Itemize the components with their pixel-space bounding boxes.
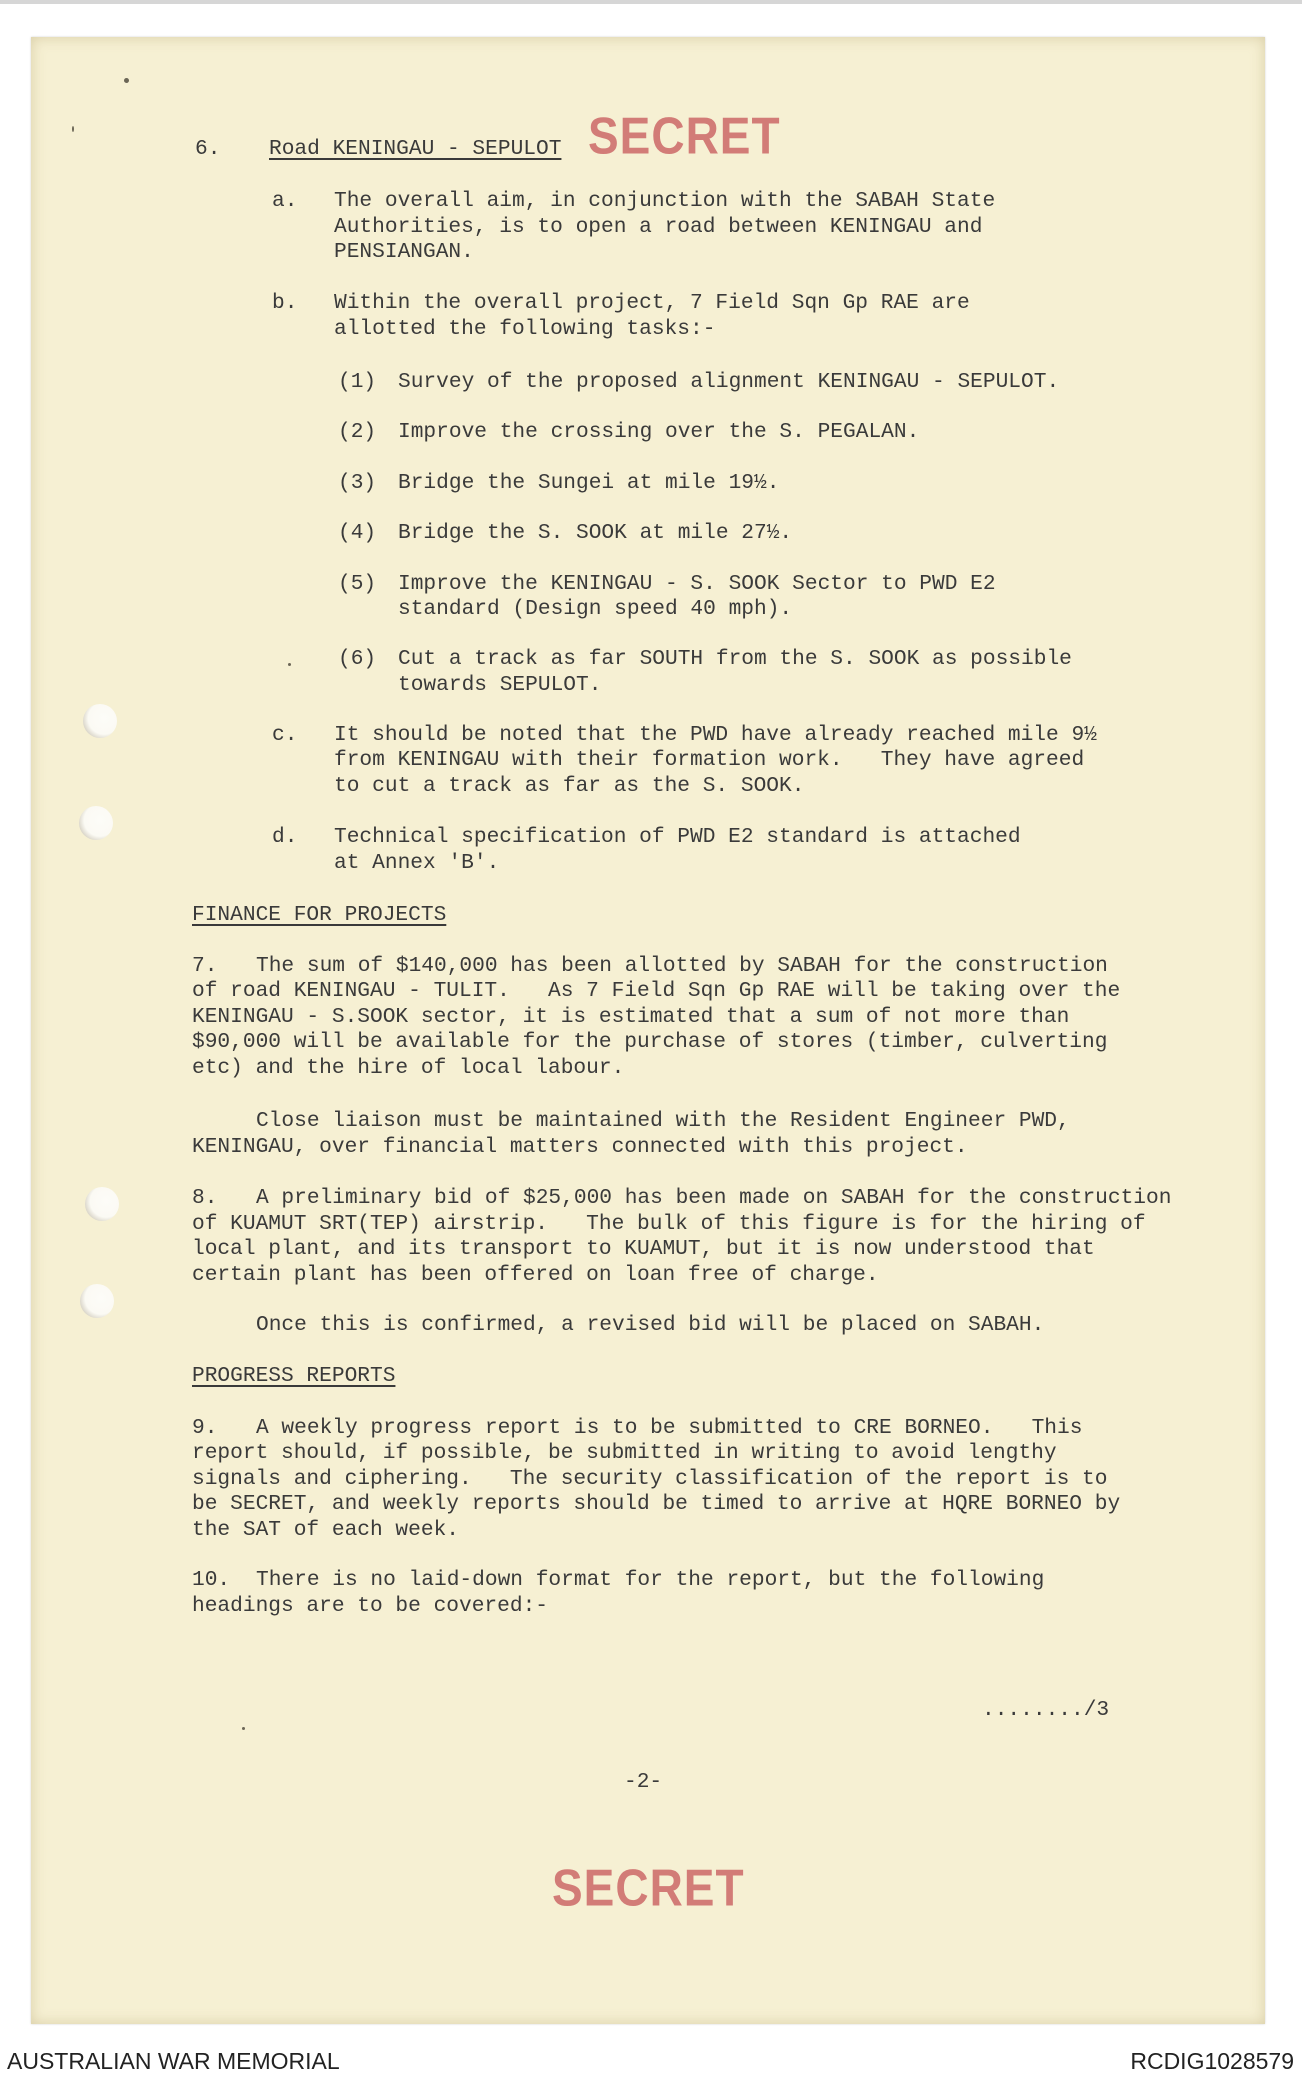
task-3-line: Bridge the Sungei at mile 19½. [398, 470, 780, 495]
task-3-label: (3) [338, 470, 377, 495]
subpara-d-line: at Annex 'B'. [334, 850, 500, 875]
task-4-label: (4) [338, 521, 377, 545]
paragraph-8-line: certain plant has been offered on loan free of charge. [192, 1262, 879, 1287]
paragraph-6-number: 6. [195, 137, 221, 161]
paragraph-10-line: There is no laid-down format for the report, but the following [256, 1568, 1045, 1592]
subpara-d-line: Technical specification of PWD E2 standard is attached [334, 825, 1021, 849]
paragraph-6-heading: Road KENINGAU - SEPULOT [269, 137, 562, 161]
task-6-line: towards SEPULOT. [398, 672, 602, 697]
secret-stamp-top: SECRET [588, 106, 781, 165]
paragraph-7-line: KENINGAU - S.SOOK sector, it is estimated that a sum of not more than [192, 1004, 1070, 1029]
punch-hole [79, 806, 113, 840]
page-number: -2- [624, 1770, 663, 1794]
paragraph-9-line: the SAT of each week. [192, 1517, 460, 1542]
task-1-label: (1) [338, 369, 377, 394]
subpara-c-line: It should be noted that the PWD have already reached mile 9½ [334, 722, 1097, 747]
punch-hole [80, 1284, 114, 1318]
paragraph-7-followup-line: Close liaison must be maintained with the Resident Engineer PWD, [256, 1109, 1070, 1133]
secret-stamp-bottom: SECRET [552, 1858, 745, 1917]
task-2-label: (2) [338, 420, 377, 444]
subpara-a-line: Authorities, is to open a road between KENINGAU and [334, 214, 983, 239]
punch-hole [85, 1187, 119, 1221]
scan-top-edge [0, 0, 1302, 4]
paper-speck [124, 78, 129, 83]
paragraph-10-line: headings are to be covered:- [192, 1593, 549, 1618]
paper-speck [288, 663, 291, 666]
paragraph-10-number: 10. [192, 1568, 231, 1592]
task-6-label: (6) [338, 647, 377, 671]
archive-credit: AUSTRALIAN WAR MEMORIAL [7, 2048, 340, 2074]
task-4-line: Bridge the S. SOOK at mile 27½. [398, 521, 793, 545]
paragraph-9-line: signals and ciphering. The security classification of the report is to [192, 1466, 1108, 1491]
subpara-c-label: c. [272, 722, 298, 747]
subpara-d-label: d. [272, 825, 298, 849]
paragraph-9-line: be SECRET, and weekly reports should be timed to arrive at HQRE BORNEO by [192, 1492, 1121, 1516]
paragraph-7-number: 7. [192, 953, 218, 978]
task-2-line: Improve the crossing over the S. PEGALAN. [398, 420, 920, 444]
paragraph-8-line: local plant, and its transport to KUAMUT, but it is now understood that [192, 1237, 1095, 1261]
punch-hole [83, 704, 117, 738]
paper-speck [72, 126, 74, 132]
paragraph-7-line: etc) and the hire of local labour. [192, 1055, 625, 1080]
subpara-b-line: allotted the following tasks:- [334, 316, 716, 341]
task-6-line: Cut a track as far SOUTH from the S. SOOK as possible [398, 647, 1072, 671]
progress-heading: PROGRESS REPORTS [192, 1363, 396, 1388]
paragraph-8-followup-line: Once this is confirmed, a revised bid will be placed on SABAH. [256, 1313, 1045, 1337]
finance-heading: FINANCE FOR PROJECTS [192, 903, 447, 927]
subpara-c-line: from KENINGAU with their formation work. They have agreed [334, 748, 1085, 772]
archive-reference-id: RCDIG1028579 [1130, 2048, 1294, 2074]
task-5-line: standard (Design speed 40 mph). [398, 597, 793, 621]
task-5-label: (5) [338, 571, 377, 596]
subpara-b-line: Within the overall project, 7 Field Sqn Gp RAE are [334, 291, 970, 315]
continuation-marker: ......../3 [982, 1698, 1110, 1722]
subpara-a-line: The overall aim, in conjunction with the SABAH State [334, 189, 996, 213]
paragraph-8-number: 8. [192, 1186, 218, 1210]
paragraph-8-line: of KUAMUT SRT(TEP) airstrip. The bulk of this figure is for the hiring of [192, 1211, 1146, 1236]
paper-speck [242, 1727, 245, 1730]
paragraph-9-number: 9. [192, 1415, 218, 1440]
subpara-a-line: PENSIANGAN. [334, 240, 474, 264]
paragraph-8-line: A preliminary bid of $25,000 has been made on SABAH for the construction [256, 1186, 1172, 1210]
paragraph-7-line: of road KENINGAU - TULIT. As 7 Field Sqn Gp RAE will be taking over the [192, 979, 1121, 1003]
paragraph-9-line: A weekly progress report is to be submitted to CRE BORNEO. This [256, 1415, 1083, 1440]
paragraph-7-line: $90,000 will be available for the purchase of stores (timber, culverting [192, 1030, 1108, 1054]
paragraph-7-line: The sum of $140,000 has been allotted by SABAH for the construction [256, 953, 1108, 978]
task-1-line: Survey of the proposed alignment KENINGAU - SEPULOT. [398, 369, 1060, 394]
task-5-line: Improve the KENINGAU - S. SOOK Sector to PWD E2 [398, 571, 996, 596]
subpara-c-line: to cut a track as far as the S. SOOK. [334, 773, 805, 798]
subpara-a-label: a. [272, 189, 298, 213]
paragraph-7-followup-line: KENINGAU, over financial matters connected with this project. [192, 1134, 968, 1159]
paragraph-9-line: report should, if possible, be submitted in writing to avoid lengthy [192, 1441, 1057, 1465]
subpara-b-label: b. [272, 291, 298, 315]
